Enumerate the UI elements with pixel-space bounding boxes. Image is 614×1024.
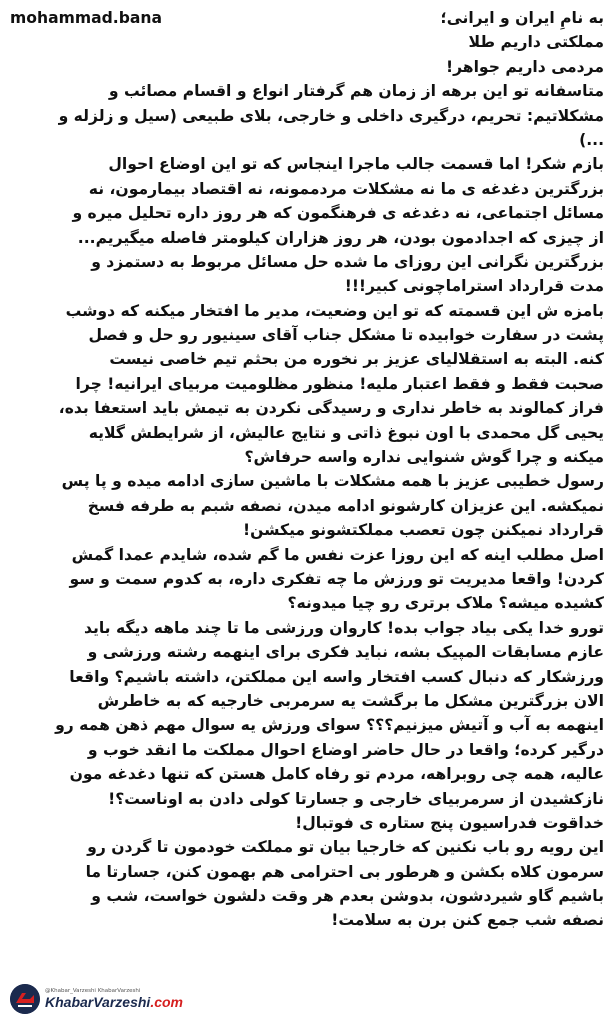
username[interactable]: mohammad.bana <box>10 9 163 27</box>
watermark-site-suffix: .com <box>150 993 183 1010</box>
caption-lines <box>10 30 604 932</box>
watermark-handles: @Khabar_Varzeshi KhabarVarzeshi <box>45 988 141 995</box>
caption-line: مشکلاتیم: تحریم، درگیری داخلی و خارجی، بلای طبیعی (سیل و زلزله و <box>58 106 604 125</box>
caption-line: کردن! واقعا مدیریت تو ورزش ما چه تفکری داره، به کدوم سمت و سو <box>69 569 604 588</box>
caption-line: کنه. البته به استقلالیای عزیز بر نخوره من بحثم تیم خاصی نیست <box>109 350 604 369</box>
caption-line: مملکتی داریم طلا <box>468 33 604 52</box>
caption-line: رسول خطیبی عزیز با همه مشکلات با ماشین سازی ادامه میده و پا پس <box>61 472 604 491</box>
caption-line: نمیکشه. این عزیزان کارشونو ادامه میدن، نصفه شبم به طرفه فسخ <box>87 496 604 515</box>
watermark-site-name: KhabarVarzeshi <box>45 993 151 1010</box>
caption-line: ورزشکار که دنبال کسب افتخار واسه این مملکتن، داشته باشیم؟ واقعا <box>69 667 604 686</box>
caption-line: اصل مطلب اینه که این روزا عزت نفس ما گم شده، شایدم عمدا گمش <box>71 545 604 564</box>
caption-line: فراز کمالوند به خاطر نداری و رسیدگی نکردن به تیمش باید استعفا بده، <box>58 399 604 418</box>
caption-line: یحیی گل محمدی با اون نبوغ ذاتی و نتایج عالیش، از شرایطش گلایه <box>88 423 604 442</box>
caption-line: کشیده میشه؟ ملاک برتری رو چیا میدونه؟ <box>287 594 604 613</box>
caption-line: پشت در سفارت خوابیده تا مشکل جناب آقای سینیور رو حل و فصل <box>88 326 604 345</box>
caption-line: سرمون کلاه بکشن و هرطور بی احترامی هم بهمون کنن، جسارتا ما <box>85 862 604 881</box>
caption-line: مردمی داریم جواهر! <box>445 57 604 76</box>
khabarvarzeshi-logo-icon <box>10 984 40 1014</box>
watermark-site <box>45 995 183 1009</box>
caption-line: خداقوت فدراسیون پنج ستاره ی فوتبال! <box>295 813 604 832</box>
caption-line: متاسفانه تو این برهه از زمان هم گرفتار انواع و اقسام مصائب و <box>108 82 604 101</box>
caption-line: عازم مسابقات المپیک بشه، نباید فکری برای اینهمه رشته ورزشی و <box>87 643 604 662</box>
caption-line: بازم شکر! اما قسمت جالب ماجرا اینجاس که تو این اوضاع احوال <box>108 155 604 174</box>
caption-line: از چیزی که اجدادمون بودن، هر روز هزاران کیلومتر فاصله میگیریم... <box>77 228 604 247</box>
caption-line: ...) <box>579 130 604 149</box>
caption-line: این رویه رو باب نکنین که خارجیا بیان تو مملکت خودمون تا گردن رو <box>87 838 604 857</box>
watermark-text <box>45 989 183 1009</box>
caption-line: تورو خدا یکی بیاد جواب بده! کاروان ورزشی ما تا چند ماهه دیگه باید <box>83 618 604 637</box>
caption-line: صحبت فقط و فقط اعتبار ملیه! منظور مظلومیت مربیای ایرانیه! چرا <box>75 374 604 393</box>
caption-line: بامزه ش این قسمته که تو این وضعیت، مدیر ما افتخار میکنه که دوشب <box>65 301 604 320</box>
caption-line: درگیر کرده؛ واقعا در حال حاضر اوضاع احوال مملکت ما انقد خوب و <box>87 740 604 759</box>
caption-line: مسائل اجتماعی، نه دغدغه ی فرهنگمون که هر روز داره تحلیل میره و <box>72 204 604 223</box>
caption-line: قرارداد نمیکنن چون تعصب مملکتشونو میکشن! <box>242 521 604 540</box>
caption-line: باشیم گاو شیردشون، بدوشن بعدم هر وقت دلشون خواست، شب و <box>91 887 604 906</box>
caption-line: بزرگترین دغدغه ی ما نه مشکلات مردممونه، نه اقتصاد بیمارمون، نه <box>88 179 604 198</box>
caption-line: نصفه شب جمع کنن برن به سلامت! <box>331 911 604 930</box>
caption-line: عالیه، همه چی روبراهه، مردم تو رفاه کامل هستن که تنها دغدغه مون <box>69 765 604 784</box>
caption-text <box>10 6 604 933</box>
caption-line: بزرگترین نگرانی این روزای ما شده حل مسائل مربوط به دستمزد و <box>91 252 604 271</box>
caption-line: نازکشیدن از سرمربیای خارجی و جسارتا کولی دادن به اوناست؟! <box>108 789 604 808</box>
caption-line: به نامِ ایران و ایرانی؛ <box>440 9 604 27</box>
caption-first-line <box>10 6 604 30</box>
caption-line: اینهمه به آب و آتیش میزنیم؟؟؟ سوای ورزش یه سوال مهم ذهن همه رو <box>55 716 604 735</box>
caption-line: میکنه و چرا گوش شنوایی نداره واسه حرفاش؟ <box>244 448 604 467</box>
caption-line: الان بزرگترین مشکل ما برگشت یه سرمربی خارجیه که به خاطرش <box>97 691 604 710</box>
site-watermark <box>8 982 189 1016</box>
caption-line: مدت قرارداد استراماچونی کبیر!!! <box>344 277 604 296</box>
